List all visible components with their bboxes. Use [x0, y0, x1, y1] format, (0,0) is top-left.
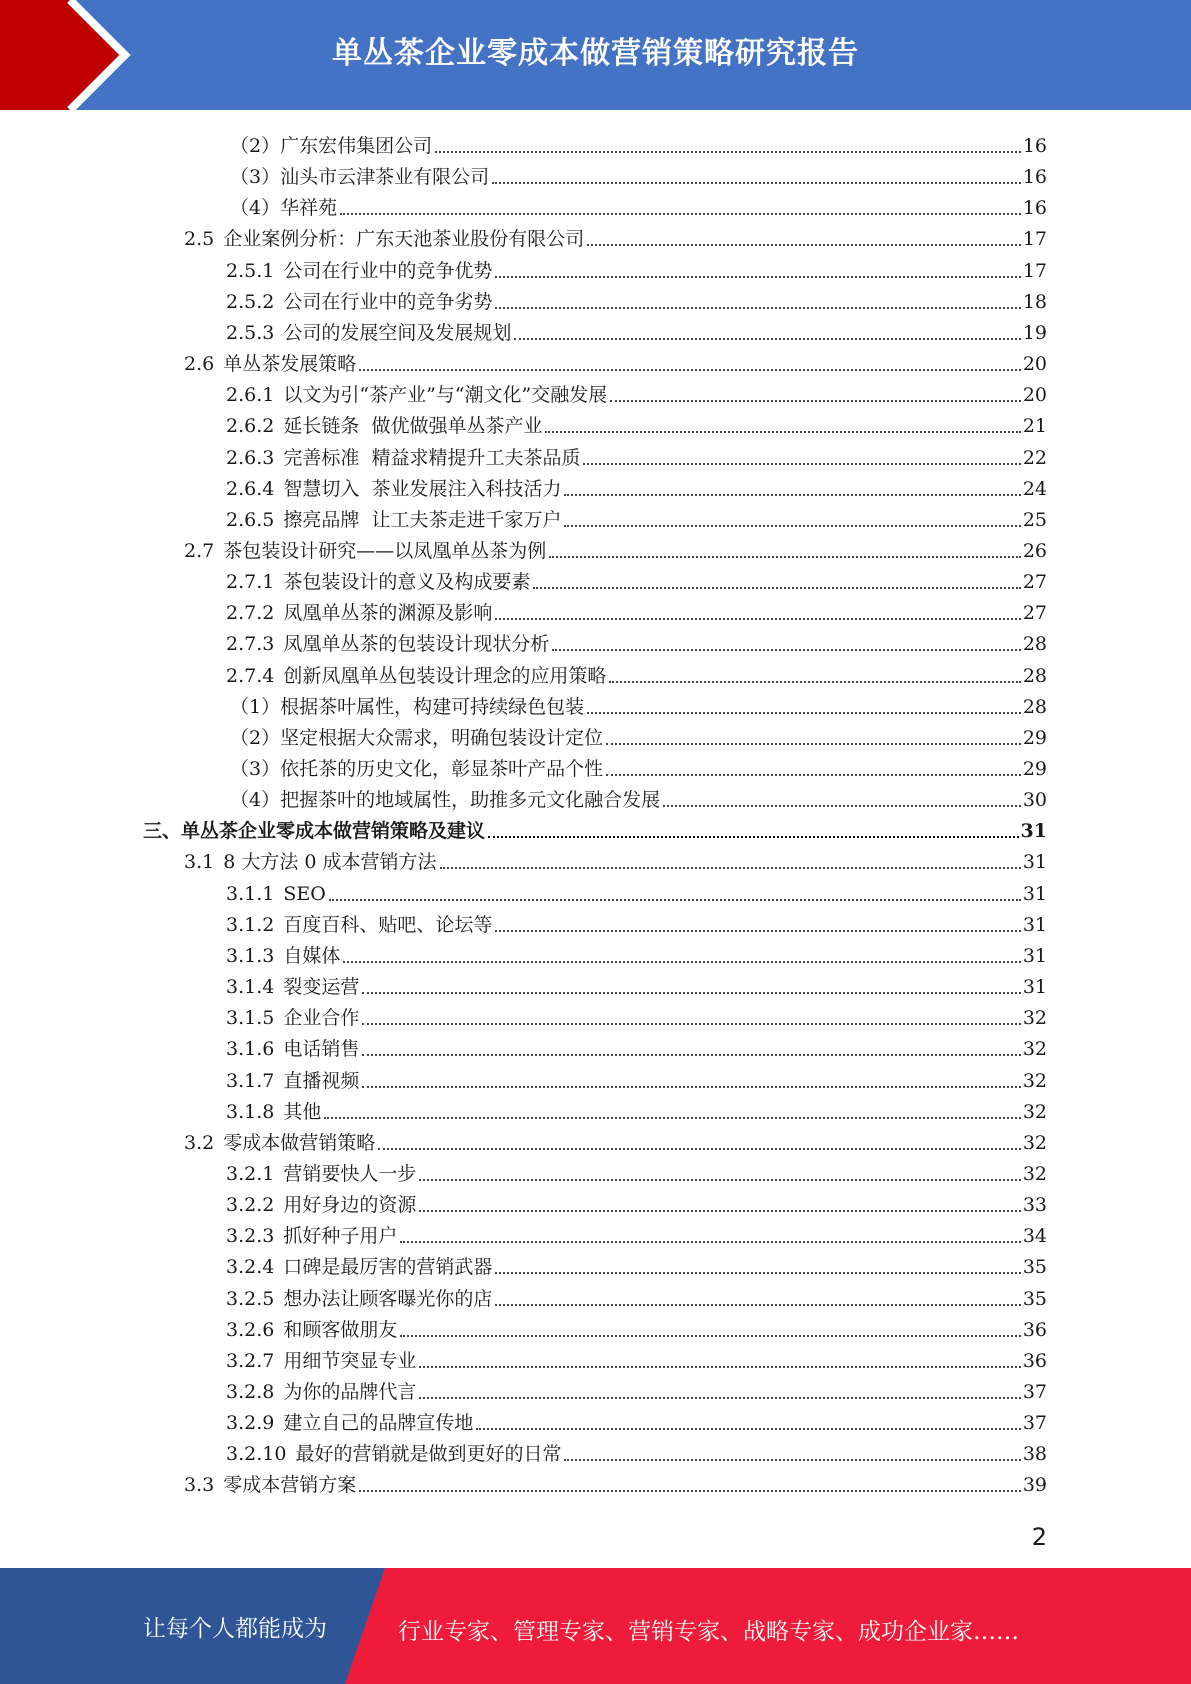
- toc-entry-page: 33: [1022, 1194, 1047, 1217]
- toc-entry-title: 把握茶叶的地域属性，助推多元文化融合发展: [280, 789, 661, 812]
- toc-leader-dots: [549, 555, 1021, 558]
- toc-entry-number: （1）: [230, 695, 281, 718]
- toc-entry-number: 2.6.4: [226, 477, 275, 500]
- toc-entry[interactable]: [184, 345, 1047, 376]
- toc-entry[interactable]: [226, 1435, 1047, 1466]
- toc-entry[interactable]: [226, 314, 1047, 345]
- toc-entry-number: 2.7: [184, 539, 215, 562]
- toc-entry[interactable]: [226, 1280, 1047, 1311]
- toc-leader-dots: [340, 212, 1021, 215]
- toc-leader-dots: [564, 524, 1020, 527]
- toc-entry-page: 27: [1022, 602, 1047, 625]
- toc-entry-title: 其他: [283, 1100, 322, 1123]
- toc-entry-title: 建立自己的品牌宣传地: [283, 1412, 474, 1435]
- toc-entry-page: 21: [1022, 415, 1047, 438]
- toc-entry-page: 32: [1022, 1131, 1047, 1154]
- toc-leader-dots: [359, 368, 1021, 371]
- toc-entry-page: 39: [1022, 1474, 1047, 1497]
- toc-entry-page: 17: [1022, 259, 1047, 282]
- toc-entry-number: 3.2.6: [226, 1318, 275, 1341]
- toc-entry-page: 31: [1020, 820, 1047, 843]
- toc-entry-number: 3.1.1: [226, 882, 275, 905]
- toc-leader-dots: [495, 1271, 1020, 1274]
- toc-leader-dots: [495, 929, 1020, 932]
- toc-entry-number: 2.7.2: [226, 602, 275, 625]
- toc-entry-number: 2.6.2: [226, 415, 275, 438]
- toc-entry[interactable]: [226, 625, 1047, 656]
- toc-entry[interactable]: [226, 1248, 1047, 1279]
- toc-entry-number: 3.1.2: [226, 913, 275, 936]
- toc-entry-title: 茶包装设计的意义及构成要素: [283, 571, 531, 594]
- toc-entry[interactable]: [226, 1342, 1047, 1373]
- toc-entry-page: 20: [1022, 384, 1047, 407]
- toc-entry-title: 擦亮品牌 让工夫茶走进千家万户: [283, 508, 562, 531]
- toc-leader-dots: [495, 306, 1020, 309]
- toc-entry-page: 37: [1022, 1412, 1047, 1435]
- toc-entry-title: 最好的营销就是做到更好的日常: [295, 1443, 562, 1466]
- toc-entry[interactable]: [226, 563, 1047, 594]
- toc-entry-page: 32: [1022, 1162, 1047, 1185]
- toc-leader-dots: [400, 1240, 1020, 1243]
- toc-leader-dots: [435, 150, 1021, 153]
- toc-entry-title: 电话销售: [283, 1038, 360, 1061]
- toc-entry[interactable]: [226, 875, 1047, 906]
- toc-entry-title: 华祥苑: [280, 197, 338, 220]
- toc-leader-dots: [606, 773, 1021, 776]
- toc-entry[interactable]: [226, 1186, 1047, 1217]
- toc-entry-page: 32: [1022, 1038, 1047, 1061]
- toc-entry[interactable]: [226, 1311, 1047, 1342]
- toc-entry-number: 2.6.1: [226, 384, 275, 407]
- toc-leader-dots: [609, 680, 1020, 683]
- toc-leader-dots: [583, 462, 1020, 465]
- toc-entry[interactable]: [230, 158, 1047, 189]
- toc-entry[interactable]: [230, 127, 1047, 158]
- toc-entry-number: 3.1.5: [226, 1007, 275, 1030]
- toc-entry-page: 29: [1022, 726, 1047, 749]
- toc-entry-number: 2.5.3: [226, 321, 275, 344]
- toc-entry-page: 31: [1022, 944, 1047, 967]
- toc-entry[interactable]: [226, 1217, 1047, 1248]
- toc-leader-dots: [587, 711, 1021, 714]
- toc-entry-number: 3.1: [184, 851, 215, 874]
- toc-entry-number: （2）: [230, 135, 281, 157]
- toc-entry[interactable]: [226, 594, 1047, 625]
- toc-entry-title: 依托茶的历史文化，彰显茶叶产品个性: [280, 758, 604, 780]
- toc-entry-title: 零成本营销方案: [223, 1474, 357, 1497]
- toc-entry[interactable]: [230, 189, 1047, 220]
- toc-entry-page: 32: [1022, 1100, 1047, 1123]
- toc-entry-title: 企业合作: [283, 1007, 360, 1030]
- toc-entry-number: 3.2.2: [226, 1194, 275, 1217]
- toc-entry[interactable]: [184, 532, 1047, 563]
- toc-leader-dots: [378, 1147, 1021, 1150]
- toc-entry[interactable]: [230, 781, 1047, 812]
- toc-entry-page: 24: [1022, 477, 1047, 500]
- toc-entry-page: 28: [1022, 633, 1047, 656]
- toc-entry-number: 2.6: [184, 353, 215, 376]
- toc-leader-dots: [514, 337, 1020, 340]
- toc-entry-title: 坚定根据大众需求，明确包装设计定位: [280, 726, 604, 749]
- toc-entry-title: 茶包装设计研究——以凤凰单丛茶为例: [223, 539, 547, 562]
- toc-entry[interactable]: [184, 1466, 1047, 1497]
- toc-leader-dots: [419, 1178, 1020, 1181]
- toc-entry-title: 和顾客做朋友: [283, 1318, 398, 1341]
- toc-leader-dots: [564, 493, 1020, 496]
- report-title: 单丛茶企业零成本做营销策略研究报告: [332, 36, 859, 71]
- toc-entry[interactable]: [226, 1093, 1047, 1124]
- toc-entry-page: 31: [1022, 976, 1047, 999]
- footer-slogan-left: 让每个人都能成为: [143, 1616, 327, 1642]
- toc-entry-title: 延长链条 做优做强单丛茶产业: [283, 415, 543, 438]
- toc-entry[interactable]: [230, 750, 1047, 781]
- toc-entry-number: 3.2.9: [226, 1412, 275, 1435]
- toc-entry[interactable]: [230, 688, 1047, 719]
- toc-entry[interactable]: [226, 439, 1047, 470]
- toc-leader-dots: [495, 617, 1020, 620]
- toc-entry-page: 35: [1022, 1256, 1047, 1279]
- toc-entry-page: 31: [1022, 851, 1047, 874]
- toc-leader-dots: [492, 181, 1021, 184]
- toc-entry-title: 抓好种子用户: [283, 1225, 398, 1248]
- toc-entry[interactable]: [226, 501, 1047, 532]
- toc-entry[interactable]: [226, 1155, 1047, 1186]
- toc-entry-page: 32: [1022, 1069, 1047, 1092]
- toc-entry-number: （2）: [230, 726, 281, 749]
- toc-leader-dots: [359, 1489, 1021, 1492]
- toc-entry-title: 公司在行业中的竞争劣势: [283, 290, 493, 313]
- toc-entry-page: 16: [1022, 197, 1047, 220]
- toc-leader-dots: [419, 1209, 1020, 1212]
- toc-leader-dots: [587, 243, 1021, 246]
- toc-entry[interactable]: [226, 906, 1047, 937]
- toc-entry-number: 3.2.4: [226, 1256, 275, 1279]
- toc-leader-dots: [610, 399, 1021, 402]
- toc-leader-dots: [362, 1022, 1020, 1025]
- toc-entry-title: 汕头市云津茶业有限公司: [280, 166, 490, 189]
- toc-entry-page: 30: [1022, 789, 1047, 812]
- toc-entry-number: 2.7.3: [226, 633, 275, 656]
- toc-entry-title: 零成本做营销策略: [223, 1131, 376, 1154]
- toc-entry-page: 20: [1022, 353, 1047, 376]
- toc-entry-number: 3.2.3: [226, 1225, 275, 1248]
- toc-entry-page: 32: [1022, 1007, 1047, 1030]
- toc-leader-dots: [343, 960, 1020, 963]
- toc-entry-number: 2.5.1: [226, 259, 275, 282]
- toc-entry-page: 31: [1022, 882, 1047, 905]
- toc-entry-title: 单丛茶发展策略: [223, 353, 357, 376]
- toc-entry[interactable]: [226, 1030, 1047, 1061]
- toc-entry-page: 17: [1022, 228, 1047, 251]
- toc-entry-page: 26: [1022, 539, 1047, 562]
- toc-entry[interactable]: [184, 220, 1047, 251]
- toc-entry-page: 36: [1022, 1349, 1047, 1372]
- toc-entry-page: 16: [1022, 135, 1047, 157]
- toc-entry-title: 创新凤凰单丛包装设计理念的应用策略: [283, 664, 607, 687]
- toc-entry-number: 三、: [143, 820, 182, 843]
- toc-entry-number: 3.1.3: [226, 944, 275, 967]
- toc-entry-title: 企业案例分析：广东天池茶业股份有限公司: [223, 228, 585, 251]
- toc-entry[interactable]: [230, 719, 1047, 750]
- toc-entry-number: 3.1.4: [226, 976, 275, 999]
- toc-entry-title: 智慧切入 茶业发展注入科技活力: [283, 477, 562, 500]
- toc-entry-title: 凤凰单丛茶的渊源及影响: [283, 602, 493, 625]
- toc-entry-page: 31: [1022, 913, 1047, 936]
- toc-entry[interactable]: [226, 999, 1047, 1030]
- toc-leader-dots: [362, 991, 1020, 994]
- toc-entry-number: 3.1.6: [226, 1038, 275, 1061]
- toc-entry-title: 公司的发展空间及发展规划: [283, 321, 512, 344]
- toc-entry-page: 29: [1022, 758, 1047, 780]
- toc-entry-number: 3.3: [184, 1474, 215, 1497]
- toc-entry-title: 用细节突显专业: [283, 1349, 417, 1372]
- toc-entry-number: 3.2.1: [226, 1162, 275, 1185]
- toc-leader-dots: [329, 898, 1021, 901]
- toc-entry[interactable]: [226, 470, 1047, 501]
- toc-entry-number: 3.2.8: [226, 1381, 275, 1403]
- toc-leader-dots: [488, 835, 1019, 838]
- toc-entry-page: 16: [1022, 166, 1047, 189]
- toc-entry-title: 自媒体: [283, 944, 341, 967]
- toc-entry-page: 37: [1022, 1381, 1047, 1403]
- toc-entry-page: 25: [1022, 508, 1047, 531]
- toc-entry-page: 18: [1022, 290, 1047, 313]
- toc-leader-dots: [419, 1365, 1020, 1368]
- toc-entry-number: 2.5.2: [226, 290, 275, 313]
- toc-entry-title: 根据茶叶属性，构建可持续绿色包装: [280, 695, 585, 718]
- toc-leader-dots: [362, 1053, 1020, 1056]
- toc-entry-number: （4）: [230, 789, 281, 812]
- toc-entry[interactable]: [226, 937, 1047, 968]
- toc-entry-title: 8 大方法 0 成本营销方法: [223, 851, 437, 874]
- toc-entry-number: 2.6.5: [226, 508, 275, 531]
- toc-entry[interactable]: [184, 843, 1047, 874]
- toc-entry[interactable]: [226, 968, 1047, 999]
- toc-entry-title: 广东宏伟集团公司: [280, 135, 433, 157]
- toc-entry-number: 3.1.7: [226, 1069, 275, 1092]
- toc-leader-dots: [324, 1116, 1020, 1119]
- toc-entry-number: 3.2.7: [226, 1349, 275, 1372]
- toc-entry-number: 3.1.8: [226, 1100, 275, 1123]
- toc-leader-dots: [495, 1303, 1020, 1306]
- toc-entry[interactable]: [226, 252, 1047, 283]
- toc-entry-page: 22: [1022, 446, 1047, 469]
- toc-entry[interactable]: [143, 812, 1047, 843]
- toc-entry-title: 单丛茶企业零成本做营销策略及建议: [181, 820, 486, 843]
- toc-entry-title: 裂变运营: [283, 976, 360, 999]
- toc-entry-page: 27: [1022, 571, 1047, 594]
- footer-slogan-right: 行业专家、管理专家、营销专家、战略专家、成功企业家……: [398, 1619, 1019, 1645]
- toc-entry-page: 19: [1022, 321, 1047, 344]
- toc-entry-title: 公司在行业中的竞争优势: [283, 259, 493, 282]
- toc-entry-page: 38: [1022, 1443, 1047, 1466]
- toc-entry[interactable]: [226, 1062, 1047, 1093]
- toc-entry-title: 完善标准 精益求精提升工夫茶品质: [283, 446, 581, 469]
- toc-entry[interactable]: [226, 657, 1047, 688]
- toc-entry-title: 直播视频: [283, 1069, 360, 1092]
- toc-entry-title: 口碑是最厉害的营销武器: [283, 1256, 493, 1279]
- toc-leader-dots: [606, 742, 1021, 745]
- toc-entry-title: 用好身边的资源: [283, 1194, 417, 1217]
- toc-leader-dots: [552, 648, 1020, 651]
- toc-entry-page: 28: [1022, 695, 1047, 718]
- toc-entry[interactable]: [226, 376, 1047, 407]
- toc-entry-number: 2.6.3: [226, 446, 275, 469]
- toc-entry-title: 为你的品牌代言: [283, 1381, 417, 1403]
- toc-entry-title: 想办法让顾客曝光你的店: [283, 1287, 493, 1310]
- footer-banner: [0, 1568, 1191, 1684]
- toc-entry[interactable]: [226, 1373, 1047, 1404]
- toc-entry[interactable]: [226, 407, 1047, 438]
- toc-entry-title: 以文为引“茶产业”与“潮文化”交融发展: [283, 384, 608, 407]
- toc-leader-dots: [533, 586, 1020, 589]
- toc-entry[interactable]: [226, 1404, 1047, 1435]
- toc-leader-dots: [663, 804, 1021, 807]
- page-number: 2: [1031, 1523, 1047, 1551]
- toc-entry[interactable]: [226, 283, 1047, 314]
- toc-leader-dots: [545, 430, 1020, 433]
- toc-entry-title: 凤凰单丛茶的包装设计现状分析: [283, 633, 550, 656]
- toc-entry-number: （3）: [230, 166, 281, 189]
- toc-entry-number: 2.7.1: [226, 571, 275, 594]
- toc-entry-number: 2.7.4: [226, 664, 275, 687]
- toc-entry-page: 28: [1022, 664, 1047, 687]
- toc-leader-dots: [564, 1458, 1020, 1461]
- toc-entry[interactable]: [184, 1124, 1047, 1155]
- toc-entry-number: 3.2.10: [226, 1443, 287, 1466]
- toc-entry-page: 34: [1022, 1225, 1047, 1248]
- header-banner: [0, 0, 1191, 110]
- toc-leader-dots: [495, 275, 1020, 278]
- toc-entry-page: 35: [1022, 1287, 1047, 1310]
- toc-entry-page: 36: [1022, 1318, 1047, 1341]
- toc-leader-dots: [362, 1085, 1020, 1088]
- toc-leader-dots: [419, 1396, 1020, 1399]
- toc-entry-number: 3.2: [184, 1131, 215, 1154]
- toc-entry-number: （3）: [230, 758, 281, 780]
- toc-leader-dots: [440, 866, 1021, 869]
- toc-entry-number: （4）: [230, 197, 281, 220]
- toc-leader-dots: [476, 1427, 1020, 1430]
- toc-entry-number: 2.5: [184, 228, 215, 251]
- toc-entry-title: 营销要快人一步: [283, 1162, 417, 1185]
- toc-entry-title: SEO: [283, 882, 326, 905]
- toc-entry-title: 百度百科、贴吧、论坛等: [283, 913, 493, 936]
- toc-entry-number: 3.2.5: [226, 1287, 275, 1310]
- toc-leader-dots: [400, 1334, 1020, 1337]
